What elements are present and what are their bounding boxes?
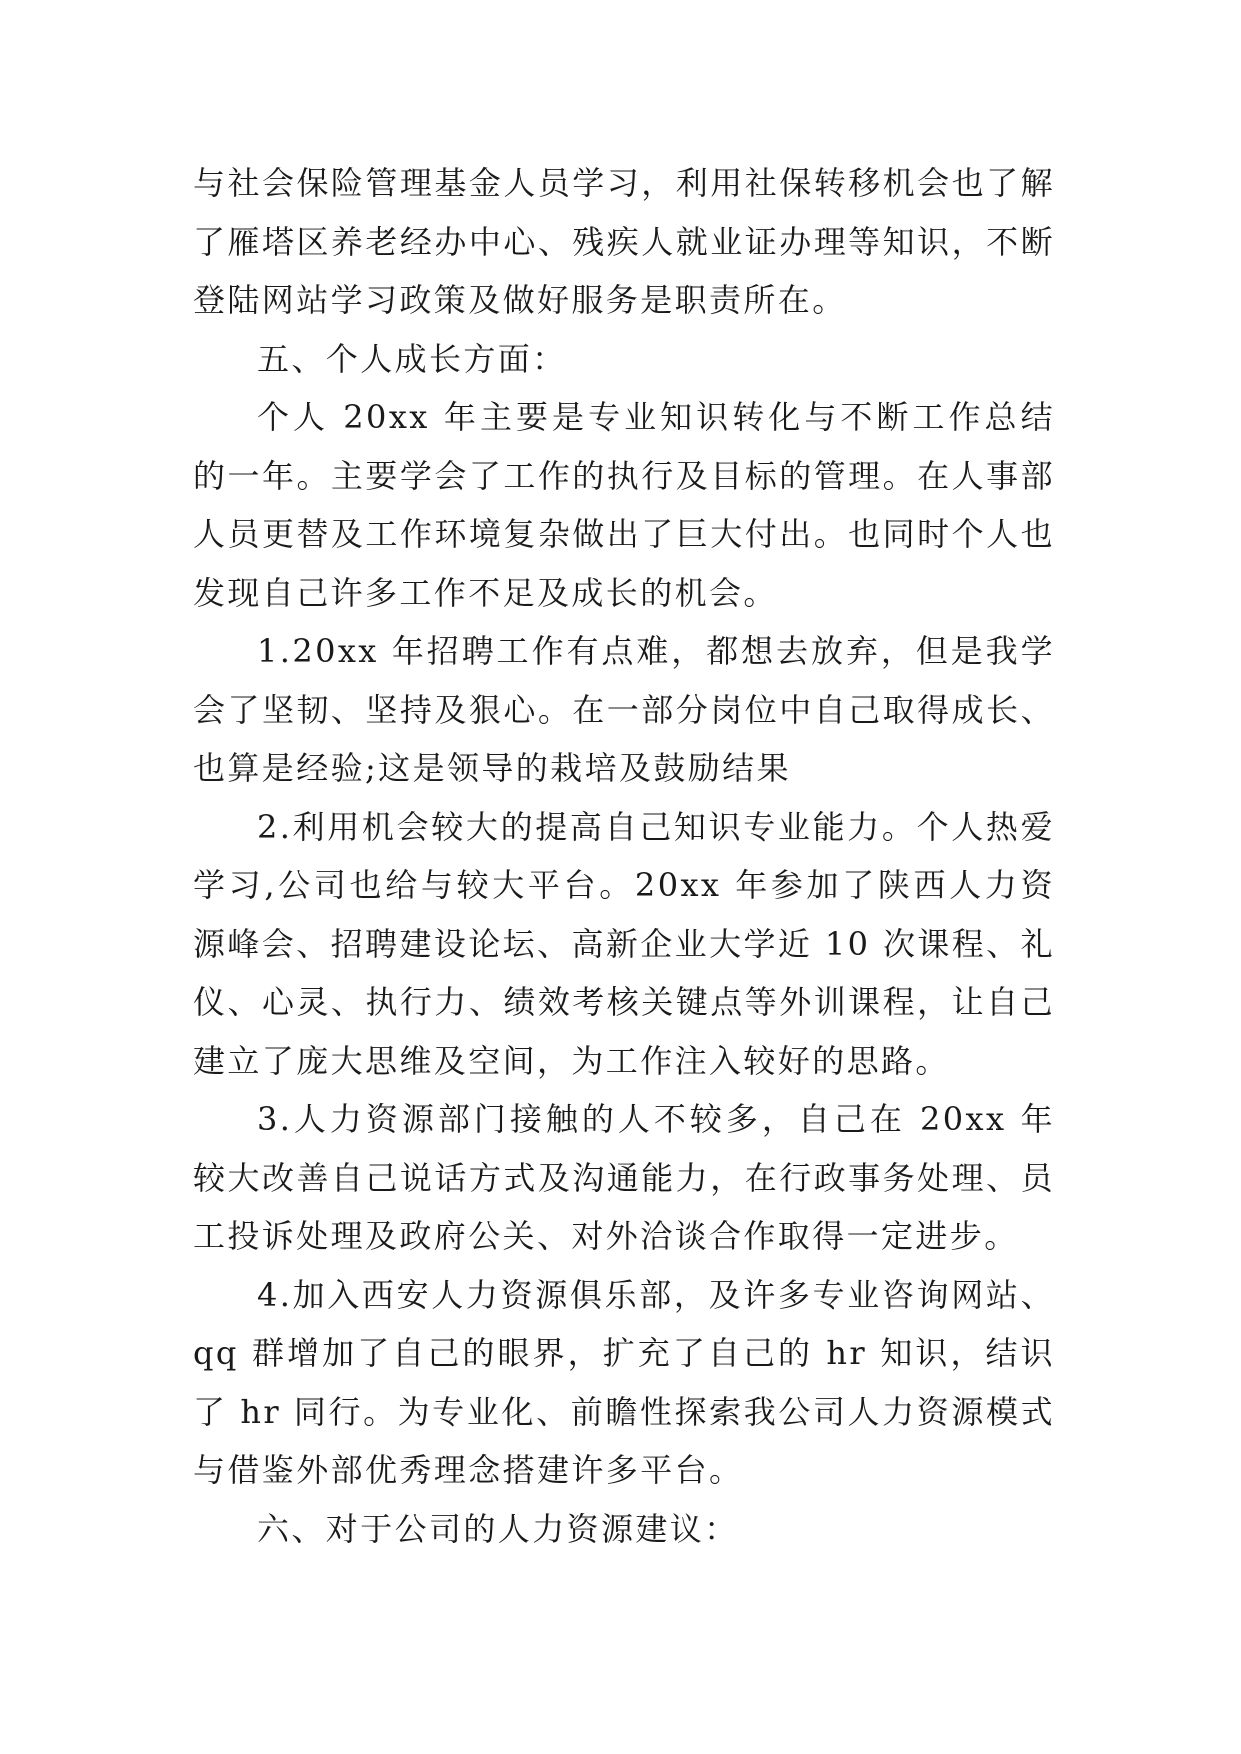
paragraph-social-insurance-learning: 与社会保险管理基金人员学习，利用社保转移机会也了解了雁塔区养老经办中心、残疾人就业证办理等知识，不断登陆网站学习政策及做好服务是职责所在。 [193,164,1055,319]
section-heading-hr-suggestions: 六、对于公司的人力资源建议： [257,1509,739,1548]
document-body [193,154,1055,1558]
list-item-communication-skills: 3.人力资源部门接触的人不较多，自己在 20xx 年较大改善自己说话方式及沟通能力，在行政事务处理、员工投诉处理及政府公关、对外洽谈合作取得一定进步。 [193,1100,1055,1255]
list-item-hr-club: 4.加入西安人力资源俱乐部，及许多专业咨询网站、qq 群增加了自己的眼界，扩充了自己的 hr 知识，结识了 hr 同行。为专业化、前瞻性探索我公司人力资源模式与借鉴外部优秀理念搭建许多平台。 [193,1275,1055,1489]
list-item-recruitment: 1.20xx 年招聘工作有点难，都想去放弃，但是我学会了坚韧、坚持及狠心。在一部分岗位中自己取得成长、也算是经验;这是领导的栽培及鼓励结果 [193,632,1055,787]
section-heading-personal-growth: 五、个人成长方面： [257,339,567,378]
list-item-professional-training: 2.利用机会较大的提高自己知识专业能力。个人热爱学习,公司也给与较大平台。20xx 年参加了陕西人力资源峰会、招聘建设论坛、高新企业大学近 10 次课程、礼仪、心灵、执行力、绩效考核关键点等外训课程，让自己建立了庞大思维及空间，为工作注入较好的思路。 [193,807,1055,1080]
paragraph-personal-growth-summary: 个人 20xx 年主要是专业知识转化与不断工作总结的一年。主要学会了工作的执行及目标的管理。在人事部人员更替及工作环境复杂做出了巨大付出。也同时个人也发现自己许多工作不足及成长的机会。 [193,398,1055,612]
